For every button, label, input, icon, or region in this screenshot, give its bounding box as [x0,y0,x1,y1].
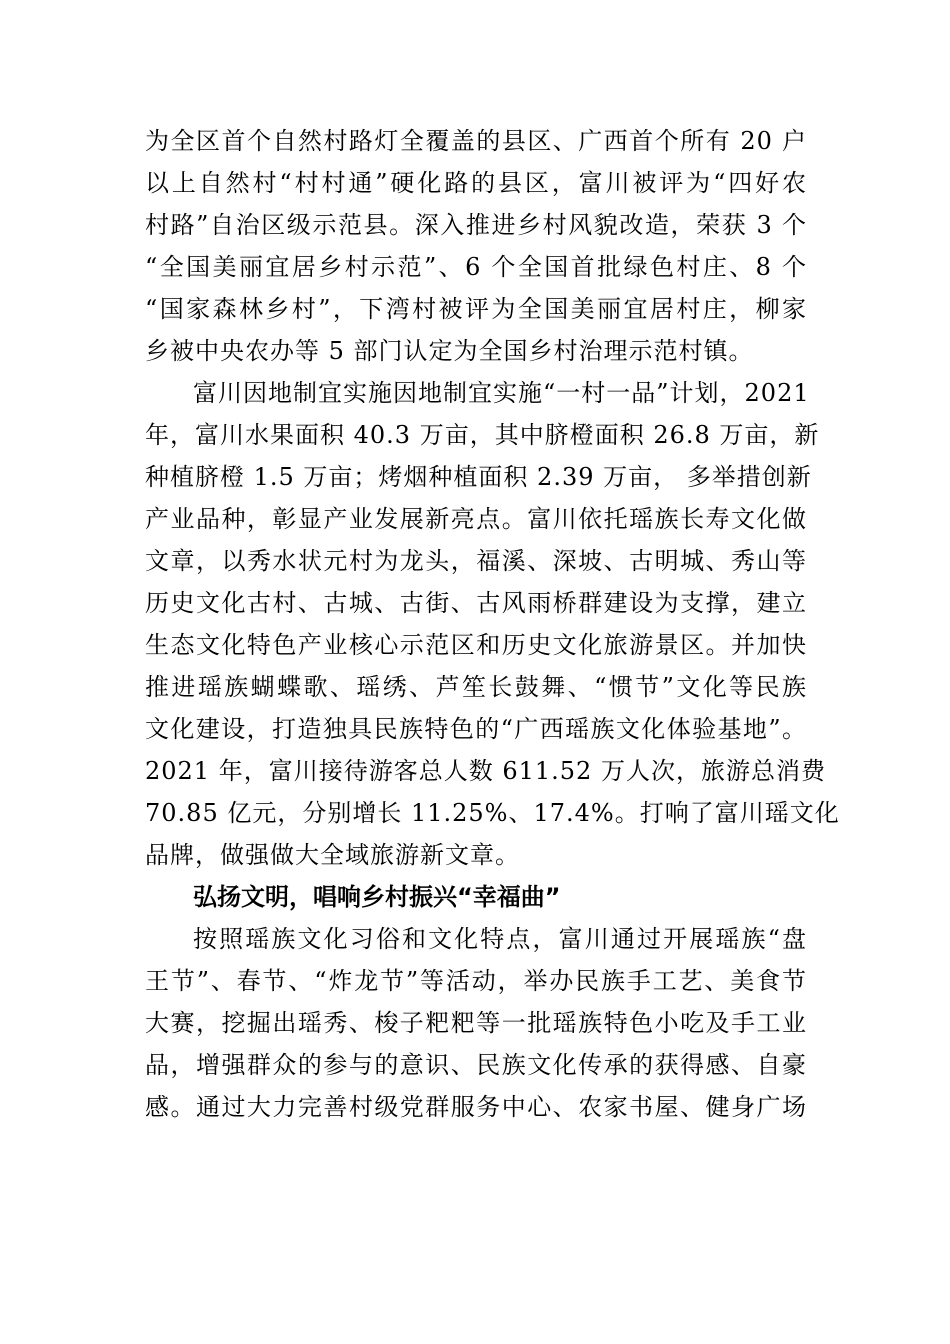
text-line: 富川因地制宜实施因地制宜实施“一村一品”计划，2021 [193,379,810,407]
text-line: 生态文化特色产业核心示范区和历史文化旅游景区。并加快 [145,631,807,659]
paragraph-3 [145,918,807,1128]
text-line: “国家森林乡村”，下湾村被评为全国美丽宜居村庄，柳家 [145,295,807,323]
text-line: 产业品种，彰显产业发展新亮点。富川依托瑶族长寿文化做 [145,505,807,533]
text-line: 2021 年，富川接待游客总人数 611.52 万人次，旅游总消费 [145,757,826,785]
document-page [145,120,840,1128]
text-line: 品牌，做强做大全域旅游新文章。 [145,841,520,869]
text-line: 70.85 亿元，分别增长 11.25%、17.4%。打响了富川瑶文化 [145,799,840,827]
text-line: 感。通过大力完善村级党群服务中心、农家书屋、健身广场 [145,1093,807,1121]
text-line: 推进瑶族蝴蝶歌、瑶绣、芦笙长鼓舞、“惯节”文化等民族 [145,673,807,701]
text-line: 村路”自治区级示范县。深入推进乡村风貌改造，荣获 3 个 [145,211,807,239]
text-line: 历史文化古村、古城、古街、古风雨桥群建设为支撑，建立 [145,589,807,617]
text-line: 乡被中央农办等 5 部门认定为全国乡村治理示范村镇。 [145,337,754,365]
text-line: 文章，以秀水状元村为龙头，福溪、深坡、古明城、秀山等 [145,547,807,575]
paragraph-1 [145,120,807,372]
text-line: 种植脐橙 1.5 万亩；烤烟种植面积 2.39 万亩， 多举措创新 [145,463,812,491]
text-line: 以上自然村“村村通”硬化路的县区，富川被评为“四好农 [145,169,807,197]
text-line: 大赛，挖掘出瑶秀、梭子粑粑等一批瑶族特色小吃及手工业 [145,1009,807,1037]
text-line: 王节”、春节、“炸龙节”等活动，举办民族手工艺、美食节 [145,967,807,995]
text-line: 文化建设，打造独具民族特色的“广西瑶族文化体验基地”。 [145,715,807,743]
text-line: 年，富川水果面积 40.3 万亩，其中脐橙面积 26.8 万亩，新 [145,421,820,449]
text-line: 为全区首个自然村路灯全覆盖的县区、广西首个所有 20 户 [145,127,807,155]
paragraph-2 [145,372,840,876]
text-line: “全国美丽宜居乡村示范”、6 个全国首批绿色村庄、8 个 [145,253,807,281]
text-line: 按照瑶族文化习俗和文化特点，富川通过开展瑶族“盘 [193,925,807,953]
section-heading: 弘扬文明，唱响乡村振兴“幸福曲” [193,883,561,911]
text-line: 品，增强群众的参与的意识、民族文化传承的获得感、自豪 [145,1051,807,1079]
